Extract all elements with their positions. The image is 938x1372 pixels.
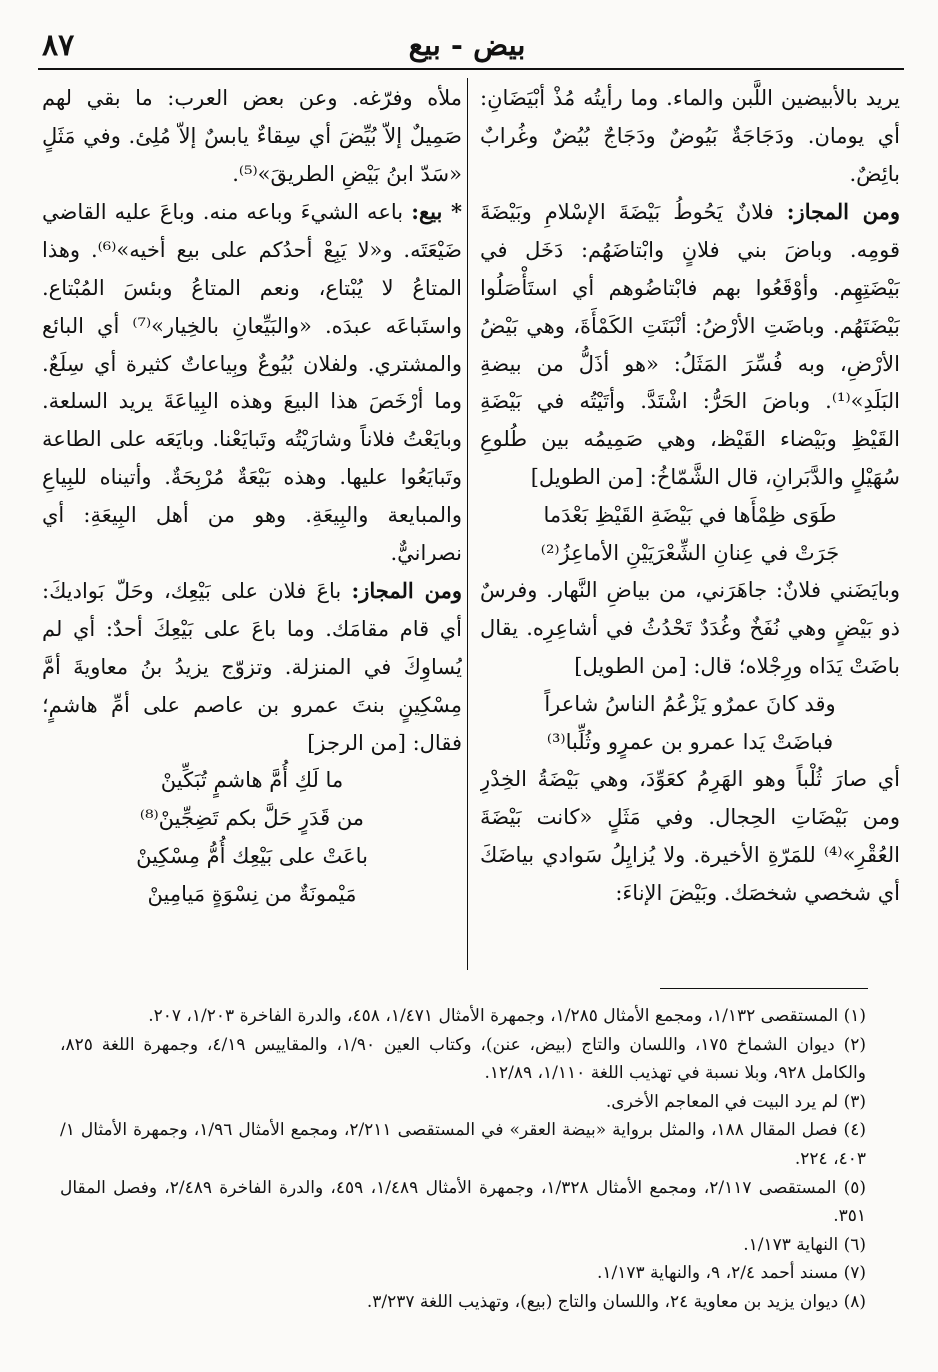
- running-title: بيض - بيع: [408, 28, 526, 62]
- page-number: ٨٧: [42, 28, 75, 63]
- verse-line: طَوَى ظِمْأَها في بَيْضَةِ القَيْظِ بَعْدَما: [543, 502, 837, 527]
- verse-line: فباضَتْ يَدا عمرو بن عمرٍو وثُلِّبا⁽³⁾: [546, 729, 834, 754]
- paragraph-text: فلانٌ يَحُوطُ بَيْضَةَ الإسْلامِ وبَيْضَةَ قومِه. وباضَ بني فلانٍ وابْتاضَهُم: دَخَل في بَيْضَتِهِم. وأوْقَعُوا بهم فابْتاضُوهم أي استَأْصَلُوا بَيْضَتَهُم. وباضَتِ الأرْضُ: أنْبَتَتِ الكَمْأَةَ، وهي بَيْضُ الأرْضِ، وبه فُسِّرَ المَثَلُ: «هو أذَلُّ من بيضةِ البَلَدِ»⁽¹⁾. وباضَ الحَرُّ: اشْتَدَّ. وأتَيْتُه في بَيْضَةِ القَيْظِ وبَيْضاء القَيْظ، وهي صَمِيمُه بين طُلوعِ سُهَيْلٍ والدَّبَرانِ، قال الشَّمّاخُ: [من الطويل]: [480, 200, 900, 489]
- paragraph: [42, 193, 462, 572]
- footnote: (٥) المستقصى ٢/١١٧، ومجمع الأمثال ١/٣٢٨، وجمهرة الأمثال ١/٤٨٩، ٤٥٩، والدرة الفاخرة ٢/٤٨٩، وفصل المقال ٣٥١.: [60, 1177, 866, 1227]
- left-column: [42, 80, 462, 970]
- paragraph-text: باعه الشيءَ وباعه منه. وباعَ عليه القاضي ضَيْعَتَه. و«لا يَبِعْ أحدُكم على بيع أخيه»⁽⁶⁾. وهذا المتاعُ لا يُبْتاع، ونعم المتاعُ وبئسَ المُبْتاع. واستَباعَه عبدَه. «والبَيِّعانِ بالخِيار»⁽⁷⁾ أي البائع والمشتري. ولفلان بُيُوعٌ وبِياعاتٌ كثيرة أي سِلَعٌ. وما أرْخَصَ هذا البيعَ وهذه البِياعَةَ يريد السلعة. وبايَعْتُ فلاناً وشارَيْتُه وتَبايَعْنا. وبايَعَه على الطاعة وتَبايَعُوا عليها. وهذه بَيْعَةٌ مُرْبِحَةٌ. وأتيناه للبِياعِ والمبايعة والبِيعَةِ. وهو من أهل البِيعَةِ: أي نصرانيٌّ.: [42, 200, 462, 565]
- footnote: (٦) النهاية ١/١٧٣.: [743, 1234, 866, 1255]
- verse-line: وقد كانَ عمرٌو يَزْعُمُ الناسُ شاعراً: [544, 691, 836, 716]
- footnote: (٨) ديوان يزيد بن معاوية ٢٤، واللسان والتاج (بيع)، وتهذيب اللغة ٣/٢٣٧.: [366, 1291, 866, 1312]
- footnote: (٣) لم يرد البيت في المعاجم الأخرى.: [605, 1091, 866, 1112]
- verse-line: باعَتْ على بَيْعِك أُمُّ مِسْكِينْ: [136, 843, 368, 868]
- paragraph: أي صارَ ثُلْباً وهو الهَرِمُ كعَوِّدَ، وهي بَيْضَةُ الخِدْرِ ومن بَيْضَاتِ الحِجال. وفي مَثَلٍ «كانت بَيْضَةَ العُقْرِ»⁽⁴⁾ للمَرّةِ الأخيرة. ولا يُزايِلُ سَوادي بياضَكَ أي شخصي شخصَك. وبَيْضَ الإناءَ:: [480, 767, 900, 905]
- paragraph-lead: ومن المجاز:: [786, 199, 900, 225]
- paragraph: ملأه وفرّغه. وعن بعض العرب: ما بقي لهم صَمِيلٌ إلاّ بُيِّضَ أي سِقاءٌ يابسٌ إلاّ مُلِئ. وفي مَثَلٍ «سَدّ ابنُ بَيْضِ الطريقَ»⁽⁵⁾.: [42, 86, 462, 186]
- footnote: (٤) فصل المقال ١٨٨، والمثل برواية «بيضة العقر» في المستقصى ٢/٢١١، ومجمع الأمثال ١/٩٦، وجمهرة الأمثال ١/ ٤٠٣، ٢٢٤.: [60, 1120, 866, 1169]
- footnote: (١) المستقصى ١/١٣٢، ومجمع الأمثال ١/٢٨٥، وجمهرة الأمثال ١/٤٧١، ٤٥٨، والدرة الفاخرة ١/٢٠٣، ٢٠٧.: [148, 1006, 866, 1026]
- paragraph: [480, 193, 900, 496]
- footnote: (٢) ديوان الشماخ ١٧٥، واللسان والتاج (بيض، عنن)، وكتاب العين ١/٩٠، والمقاييس ٤/١٩، وجمهرة اللغة ٨٢٥، والكامل ٩٢٨، وبلا نسبة في تهذيب اللغة ١/١١٠، ١٢/٨٩.: [60, 1034, 866, 1084]
- verse-line: ما لَكِ أُمَّ هاشمٍ تُبَكِّينْ: [160, 768, 344, 793]
- verse-line: من قَدَرٍ حَلَّ بكم تَضِجِّينْ⁽⁸⁾: [139, 806, 365, 831]
- paragraph-lead: ومن المجاز:: [351, 578, 462, 604]
- header-rule: [38, 68, 904, 70]
- verse-line: جَرَتْ في عِنانِ الشِّعْرَيَيْنِ الأماعِزُ⁽²⁾: [540, 540, 840, 565]
- page-header: [30, 22, 904, 68]
- paragraph-text: باعَ فلان على بَيْعِك، وحَلّ بَواديكَ: أي قام مقامَك. وما باعَ على بَيْعِكَ أحدٌ: أي لم يُساوِكَ في المنزلة. وتزوّج يزيدُ بنُ معاويةَ أمَّ مِسْكِينٍ بنتَ عمرو بن عاصم على أمِّ هاشمٍ؛ فقال: [من الرجز]: [42, 579, 462, 755]
- footnote: (٧) مسند أحمد ٢/٤، ٩، والنهاية ١/١٧٣.: [596, 1263, 866, 1284]
- paragraph: [42, 572, 462, 762]
- footnotes: [60, 1002, 866, 1317]
- footnote-rule: [660, 988, 868, 989]
- right-column: [480, 80, 900, 970]
- verse-line: مَيْمونَةٌ من نِسْوَةٍ مَيامِينْ: [147, 881, 357, 906]
- entry-headword: * بيع:: [411, 199, 462, 225]
- paragraph: وبايَضَني فلانٌ: جاهَرَني، من بياضِ النَّهار. وفرسٌ ذو بَيْضٍ وهي نُفَخٌ وغُدَدٌ تَحْدُثُ في أشاعِرِه. يقال باضَتْ يَدَاه ورِجْلاه؛ قال: [من الطويل]: [480, 578, 900, 678]
- paragraph: يريد بالأبيضين اللَّبن والماء. وما رأيتُه مُذْ أبْيَضَانِ: أي يومان. ودَجَاجَةٌ بَيُوضٌ ودَجَاجٌ بُيُضٌ وغُرابٌ بائِضٌ.: [480, 86, 900, 186]
- column-divider: [467, 78, 468, 970]
